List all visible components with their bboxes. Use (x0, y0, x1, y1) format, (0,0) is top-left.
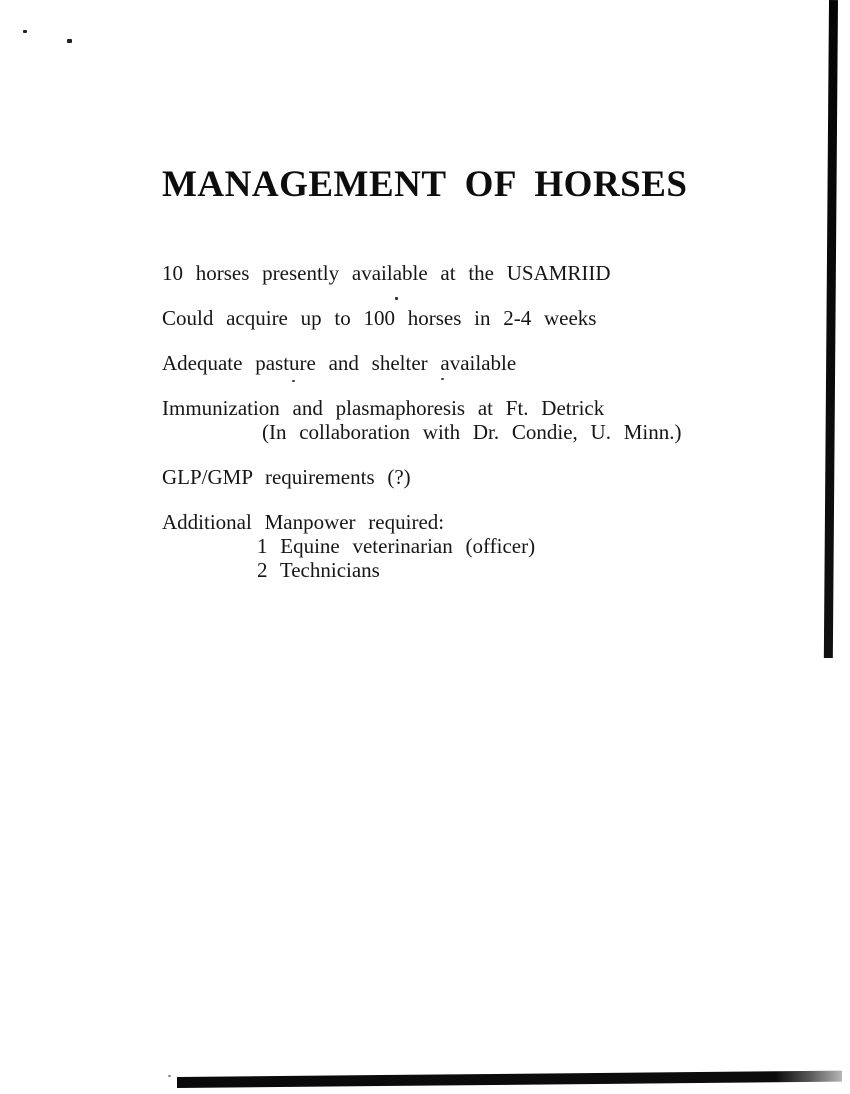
body-line-glp-gmp: GLP/GMP requirements (?) (162, 465, 411, 489)
scan-speck (168, 1075, 171, 1077)
body-line-collaboration: (In collaboration with Dr. Condie, U. Minn.) (262, 420, 682, 444)
body-line-acquire-horses: Could acquire up to 100 horses in 2-4 weeks (162, 306, 597, 330)
body-line-technicians: 2 Technicians (257, 558, 380, 582)
scan-edge-bottom-rule (177, 1071, 842, 1088)
body-line-manpower-text: Additional Manpower required: (162, 510, 445, 534)
body-line-immunization-text: Immunization and plasmaphoresis at Ft. Detrick (162, 396, 605, 420)
scan-edge-right-bar (824, 0, 838, 658)
body-line-veterinarian: 1 Equine veterinarian (officer) (257, 534, 536, 558)
scan-speck (67, 39, 72, 43)
body-line-pasture-shelter: Adequate pasture and shelter available (162, 351, 517, 375)
scan-speck (23, 30, 27, 33)
document-body (162, 261, 812, 603)
page-title: MANAGEMENT OF HORSES (162, 164, 688, 205)
body-line-manpower (162, 510, 812, 582)
body-line-horses-available: 10 horses presently available at the USAMRIID (162, 261, 611, 285)
body-line-immunization (162, 396, 812, 444)
